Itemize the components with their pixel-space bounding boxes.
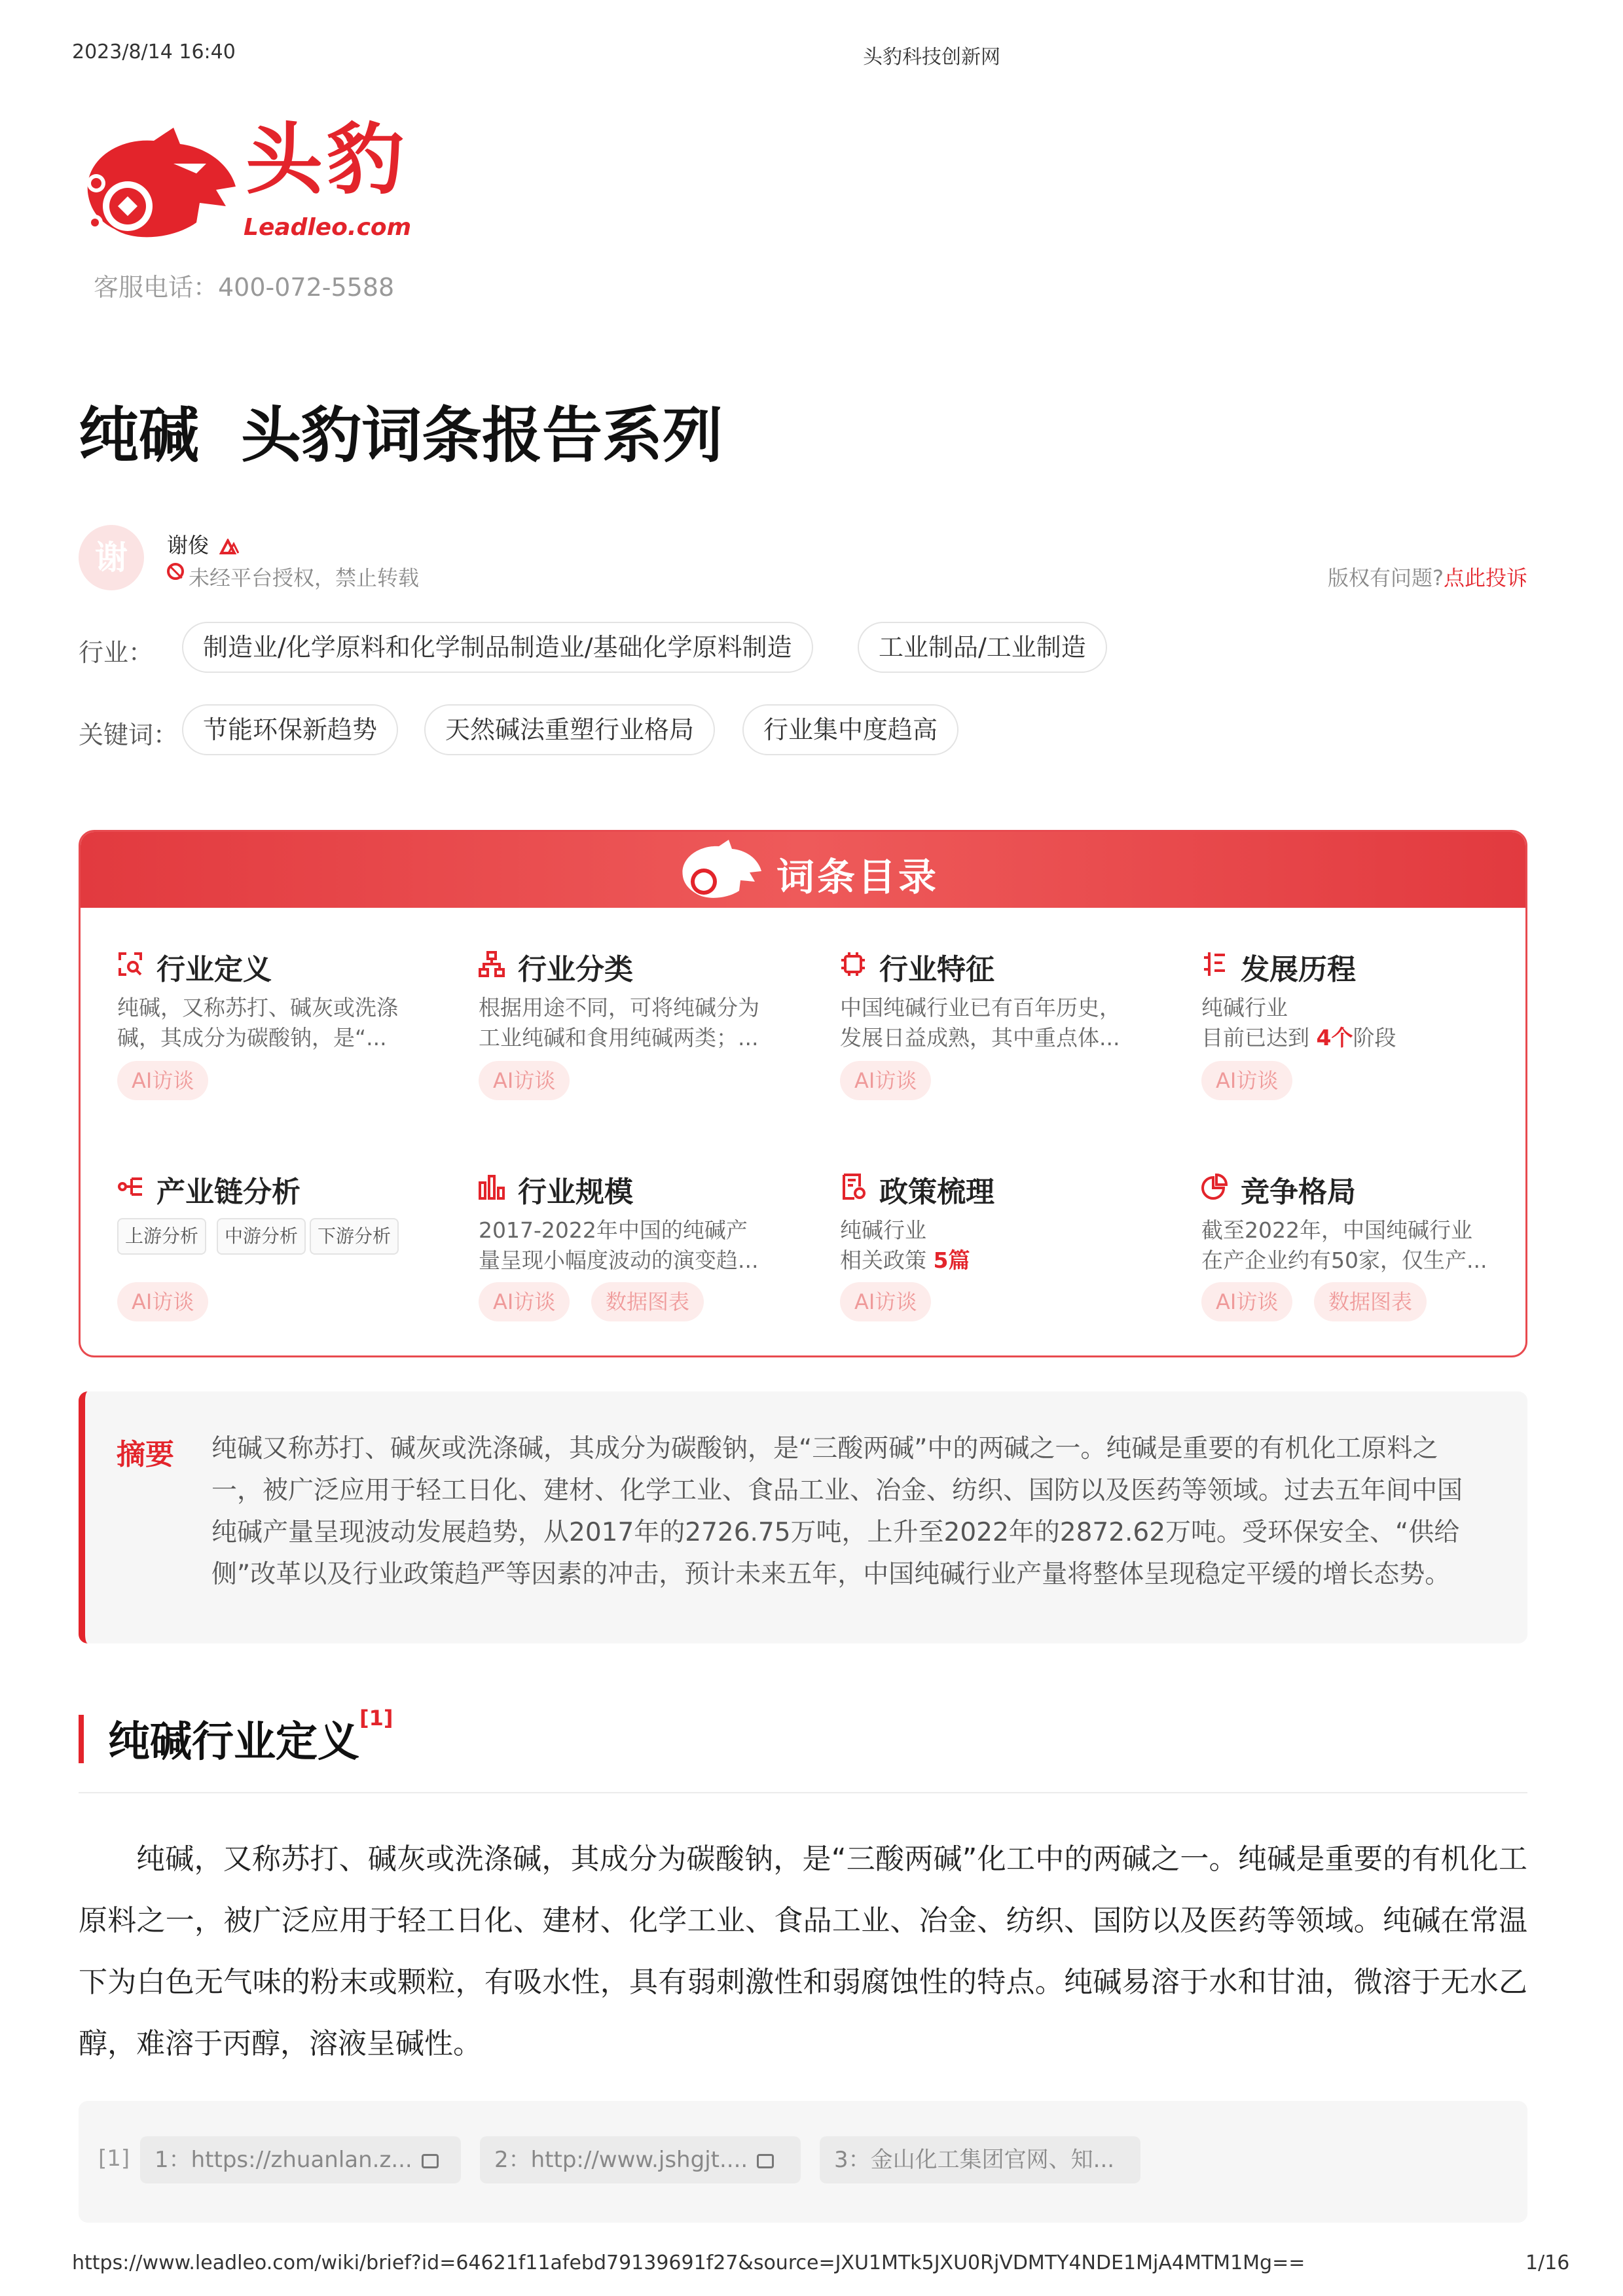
keyword-tag[interactable]: 行业集中度趋高: [742, 704, 958, 755]
leopard-logo-icon: [676, 838, 768, 904]
desc-line: 中国纯碱行业已有百年历史，: [840, 995, 1121, 1020]
repost-notice: 未经平台授权，禁止转载: [189, 565, 420, 590]
desc-line: 发展日益成熟，其中重点体...: [840, 1025, 1120, 1050]
reference-text: 3：金山化工集团官网、知...: [834, 2147, 1115, 2173]
leopard-logo-icon: [75, 124, 239, 249]
desc-line: 碱，其成分为碳酸钠，是“...: [117, 1025, 387, 1050]
ref-mark[interactable]: [1]: [359, 1706, 393, 1731]
ai-interview-button[interactable]: AI访谈: [840, 1282, 931, 1321]
desc-line: 纯碱行业: [1201, 995, 1288, 1020]
image-icon: [422, 2154, 439, 2168]
catalog-item-title[interactable]: 行业规模: [518, 1175, 633, 1209]
forbidden-icon: [167, 563, 184, 580]
policy-count: 5篇: [933, 1247, 970, 1273]
catalog-item-desc: [1201, 993, 1509, 1053]
reference-chip[interactable]: [140, 2136, 461, 2183]
divider: [79, 1792, 1527, 1793]
reference-text: 2：http://www.jshgjt....: [494, 2147, 748, 2173]
ai-interview-button[interactable]: AI访谈: [479, 1282, 570, 1321]
section-accent-bar: [79, 1715, 84, 1763]
reference-text: 1：https://zhuanlan.z...: [155, 2147, 412, 2173]
stage-count: 4个: [1316, 1025, 1353, 1050]
desc-line: 根据用途不同，可将纯碱分为: [479, 995, 759, 1020]
catalog-item-desc: [479, 993, 786, 1053]
desc-line: 工业纯碱和食用纯碱两类；...: [479, 1025, 759, 1050]
copyright-question: [1328, 562, 1527, 592]
chip-icon: [840, 951, 866, 977]
desc-line: 在产企业约有50家，仅生产...: [1201, 1247, 1487, 1273]
ai-interview-button[interactable]: AI访谈: [117, 1061, 208, 1100]
catalog-item-desc: [840, 993, 1148, 1053]
catalog-item-desc: [840, 1215, 1148, 1276]
catalog-item-title[interactable]: 产业链分析: [156, 1175, 301, 1209]
industry-tag[interactable]: 工业制品/工业制造: [858, 622, 1107, 673]
catalog-item-desc: [1201, 1215, 1509, 1276]
reference-chip[interactable]: [480, 2136, 801, 2183]
copyright-question-text: 版权有问题?: [1327, 565, 1444, 590]
brand-domain: Leadleo.com: [244, 214, 412, 241]
summary-text: 纯碱又称苏打、碱灰或洗涤碱，其成分为碳酸钠，是“三酸两碱”中的两碱之一。纯碱是重要的有机化工原料之一，被广泛应用于轻工日化、建材、化学工业、食品工业、冶金、纺织、国防以及医药等领域。过去五年间中国纯碱产量呈现波动发展趋势，从2017年的2726.75万吨，上升至2022年的2872.62万吨。受环保安全、“供给侧”改革以及行业政策趋严等因素的冲击，预计未来五年，中国纯碱行业产量将整体呈现稳定平缓的增长态势。: [211, 1434, 1463, 1589]
midstream-tag[interactable]: 中游分析: [217, 1218, 306, 1255]
page-title: 纯碱 头豹词条报告系列: [79, 401, 723, 471]
desc-text: 阶段: [1353, 1025, 1396, 1050]
section-body: 纯碱，又称苏打、碱灰或洗涤碱，其成分为碳酸钠，是“三酸两碱”化工中的两碱之一。纯碱是重要的有机化工原料之一，被广泛应用于轻工日化、建材、化学工业、食品工业、冶金、纺织、国防以及医药等领域。纯碱在常温下为白色无气味的粉末或颗粒，有吸水性，具有弱刺激性和弱腐蚀性的特点。纯碱易溶于水和甘油，微溶于无水乙醇，难溶于丙醇，溶液呈碱性。: [79, 1842, 1527, 2060]
print-datetime: 2023/8/14 16:40: [72, 41, 236, 63]
pie-chart-icon: [1201, 1174, 1228, 1200]
catalog-panel: [79, 830, 1527, 1357]
desc-text: 目前已达到: [1201, 1025, 1317, 1050]
reference-chip[interactable]: [820, 2136, 1140, 2183]
timeline-icon: [1201, 951, 1228, 977]
desc-line: 纯碱行业: [840, 1217, 926, 1243]
keyword-tag[interactable]: 天然碱法重塑行业格局: [424, 704, 715, 755]
ai-interview-button[interactable]: AI访谈: [117, 1282, 208, 1321]
catalog-item-title[interactable]: 行业定义: [156, 953, 272, 986]
desc-line: [1201, 1023, 1509, 1053]
search-doc-icon: [117, 951, 143, 977]
author-name[interactable]: [167, 529, 239, 559]
brand-name: 头豹: [246, 115, 409, 205]
catalog-header: [81, 832, 1525, 908]
avatar[interactable]: 谢: [79, 525, 144, 590]
policy-doc-icon: [840, 1174, 866, 1200]
catalog-item-title[interactable]: 发展历程: [1241, 953, 1356, 986]
summary-label: 摘要: [117, 1438, 174, 1471]
service-phone: 客服电话：400-072-5588: [94, 273, 395, 302]
desc-line: [840, 1246, 1148, 1276]
print-url: https://www.leadleo.com/wiki/brief?id=64621f11afebd79139691f27&source=JXU1MTk5JXU0RjVDMTY4NDE1MjA4MTM1Mg==: [72, 2251, 1305, 2274]
upstream-tag[interactable]: 上游分析: [117, 1218, 206, 1255]
ai-interview-button[interactable]: AI访谈: [479, 1061, 570, 1100]
desc-line: 2017-2022年中国的纯碱产: [479, 1217, 748, 1243]
section-title-text: 纯碱行业定义: [108, 1718, 359, 1767]
catalog-item-desc: [479, 1215, 786, 1276]
industry-tag[interactable]: 制造业/化学原料和化学制品制造业/基础化学原料制造: [182, 622, 813, 673]
desc-line: 纯碱，又称苏打、碱灰或洗涤: [117, 995, 398, 1020]
references-label: [1]: [98, 2145, 130, 2172]
catalog-item-desc: [117, 993, 425, 1053]
verified-badge-icon: [219, 539, 239, 554]
section-title: [108, 1708, 393, 1768]
catalog-item-title[interactable]: 竞争格局: [1241, 1175, 1356, 1209]
report-link[interactable]: 点此投诉: [1443, 565, 1527, 590]
chain-icon: [117, 1174, 143, 1200]
author-name-text: 谢俊: [167, 533, 210, 558]
ai-interview-button[interactable]: AI访谈: [1201, 1282, 1292, 1321]
catalog-item-title[interactable]: 行业特征: [879, 953, 994, 986]
hierarchy-icon: [479, 951, 505, 977]
data-chart-button[interactable]: 数据图表: [591, 1282, 704, 1321]
desc-text: 相关政策: [840, 1247, 934, 1273]
print-site-title: 头豹科技创新网: [863, 46, 1000, 69]
downstream-tag[interactable]: 下游分析: [310, 1218, 399, 1255]
image-icon: [757, 2154, 774, 2168]
desc-line: 量呈现小幅度波动的演变趋...: [479, 1247, 759, 1273]
catalog-title: 词条目录: [776, 855, 939, 899]
print-page-number: 1/16: [1525, 2251, 1570, 2274]
catalog-item-title[interactable]: 行业分类: [518, 953, 633, 986]
desc-line: 截至2022年，中国纯碱行业: [1201, 1217, 1472, 1243]
data-chart-button[interactable]: 数据图表: [1314, 1282, 1427, 1321]
catalog-item-title[interactable]: 政策梳理: [879, 1175, 994, 1209]
keyword-tag[interactable]: 节能环保新趋势: [182, 704, 398, 755]
ai-interview-button[interactable]: AI访谈: [1201, 1061, 1292, 1100]
keywords-label: 关键词：: [79, 721, 179, 749]
ai-interview-button[interactable]: AI访谈: [840, 1061, 931, 1100]
industry-label: 行业：: [79, 638, 154, 667]
bar-chart-icon: [479, 1174, 505, 1200]
